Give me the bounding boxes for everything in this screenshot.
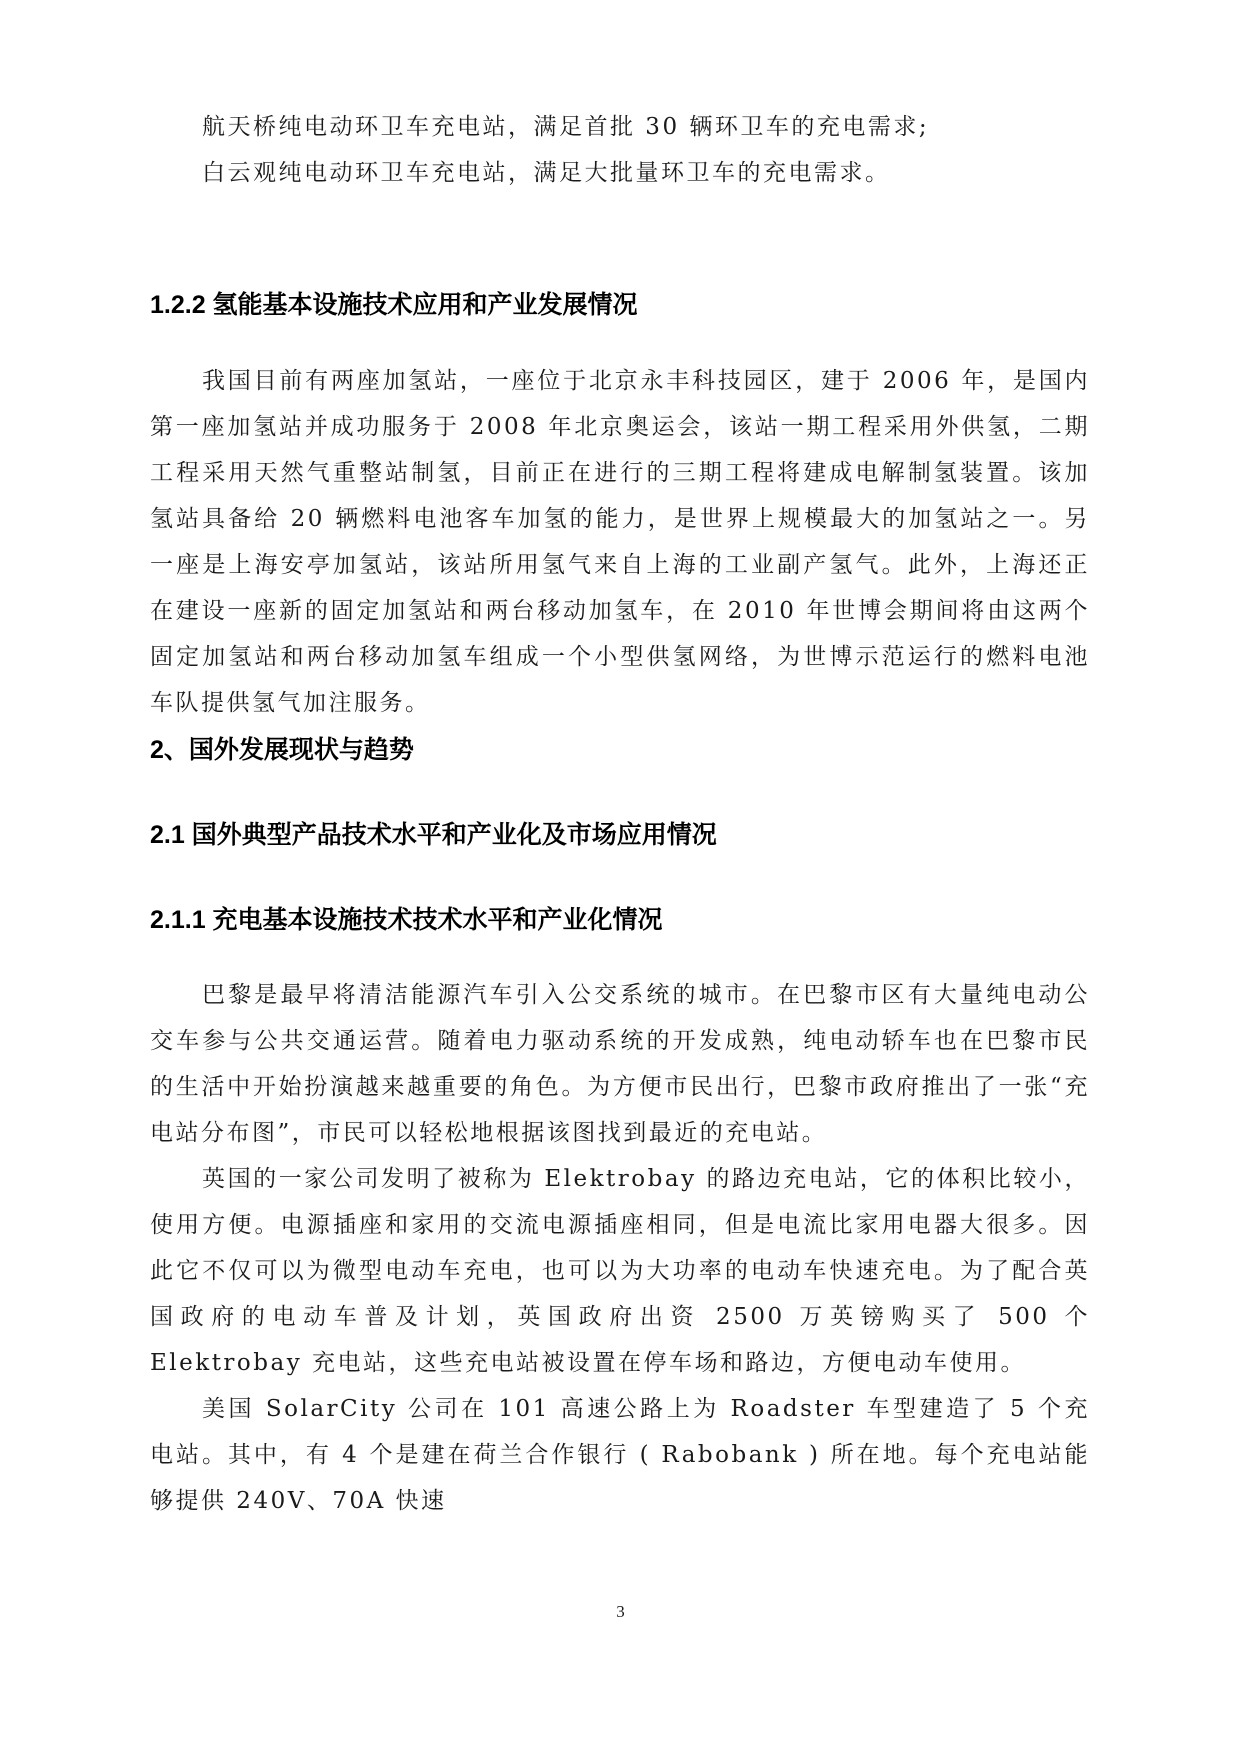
paragraph-paris: 巴黎是最早将清洁能源汽车引入公交系统的城市。在巴黎市区有大量纯电动公交车参与公共交通运营。随着电力驱动系统的开发成熟，纯电动轿车也在巴黎市民的生活中开始扮演越来越重要的角色。为方便市民出行，巴黎市政府推出了一张“充电站分布图”，市民可以轻松地根据该图找到最近的充电站。 [150,982,1090,1146]
heading-2: 2、国外发展现状与趋势 [150,736,414,764]
paragraph-uk: 英国的一家公司发明了被称为 Elektrobay 的路边充电站，它的体积比较小，使用方便。电源插座和家用的交流电源插座相同，但是电流比家用电器大很多。因此它不仅可以为微型电动车充电，也可以为大功率的电动车快速充电。为了配合英国政府的电动车普及计划，英国政府出资 2500 万英镑购买了 500 个 Elektrobay 充电站，这些充电站被设置在停车场和路边，方便电动车使用。 [150,1166,1090,1376]
paragraph-hydrogen: 我国目前有两座加氢站，一座位于北京永丰科技园区，建于 2006 年，是国内第一座加氢站并成功服务于 2008 年北京奥运会，该站一期工程采用外供氢，二期工程采用天然气重整站制氢，目前正在进行的三期工程将建成电解制氢装置。该加氢站具备给 20 辆燃料电池客车加氢的能力，是世界上规模最大的加氢站之一。另一座是上海安亭加氢站，该站所用氢气来自上海的工业副产氢气。此外，上海还正在建设一座新的固定加氢站和两台移动加氢车，在 2010 年世博会期间将由这两个固定加氢站和两台移动加氢车组成一个小型供氢网络，为世博示范运行的燃料电池车队提供氢气加注服务。 [150,368,1090,716]
heading-2-1: 2.1 国外典型产品技术水平和产业化及市场应用情况 [150,821,717,849]
page-number: 3 [616,1602,625,1621]
intro-line-2: 白云观纯电动环卫车充电站，满足大批量环卫车的充电需求。 [202,160,891,186]
heading-1-2-2: 1.2.2 氢能基本设施技术应用和产业发展情况 [150,291,638,319]
paragraph-us: 美国 SolarCity 公司在 101 高速公路上为 Roadster 车型建造了 5 个充电站。其中，有 4 个是建在荷兰合作银行 ( Rabobank ) 所在地。每个充电站能够提供 240V、70A 快速 [150,1396,1090,1514]
intro-line-1: 航天桥纯电动环卫车充电站，满足首批 30 辆环卫车的充电需求; [202,114,930,140]
heading-2-1-1: 2.1.1 充电基本设施技术技术水平和产业化情况 [150,906,663,934]
